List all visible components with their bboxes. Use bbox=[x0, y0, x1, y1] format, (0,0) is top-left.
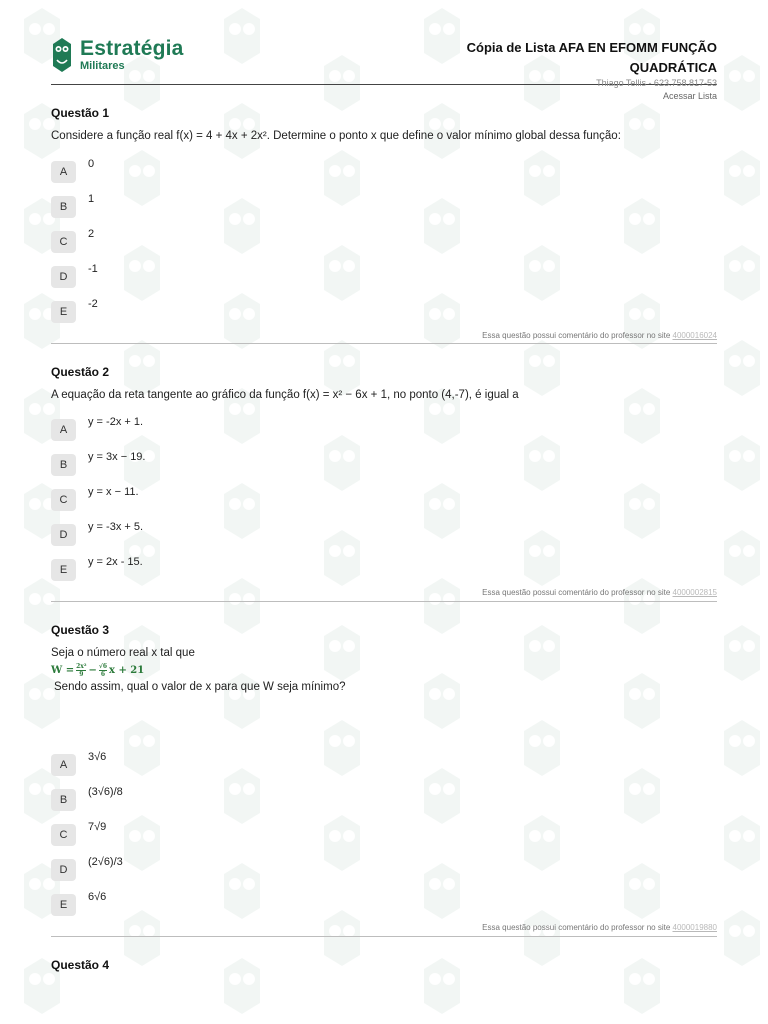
watermark-owl-icon bbox=[720, 717, 764, 779]
option-text: 3√6 bbox=[88, 751, 107, 763]
fraction-denominator: 6 bbox=[100, 671, 106, 678]
option-letter[interactable]: E bbox=[51, 894, 76, 916]
option-a[interactable] bbox=[51, 751, 107, 776]
option-text: 7√9 bbox=[88, 821, 107, 833]
question-divider bbox=[51, 343, 717, 344]
option-text: y = -3x + 5. bbox=[88, 521, 144, 533]
option-text: (2√6)/3 bbox=[88, 856, 123, 868]
question-divider bbox=[51, 601, 717, 602]
watermark-owl-icon bbox=[220, 860, 264, 922]
option-letter[interactable]: A bbox=[51, 419, 76, 441]
watermark-owl-icon bbox=[720, 622, 764, 684]
option-e[interactable] bbox=[51, 298, 98, 323]
formula-rest: x + 21 bbox=[109, 665, 145, 676]
document-title-line-1: Cópia de Lista AFA EN EFOMM FUNÇÃO bbox=[466, 40, 717, 55]
logo-name: Estratégia bbox=[80, 36, 184, 60]
brand-logo bbox=[51, 36, 184, 74]
option-b[interactable] bbox=[51, 786, 123, 811]
option-text: -2 bbox=[88, 298, 98, 310]
watermark-owl-icon bbox=[120, 147, 164, 209]
question-title: Questão 3 bbox=[51, 623, 110, 637]
question-stem: A equação da reta tangente ao gráfico da função f(x) = x² − 6x + 1, no ponto (4,-7), é igual a bbox=[51, 389, 519, 401]
formula-fraction-2 bbox=[99, 663, 107, 678]
watermark-owl-icon bbox=[120, 242, 164, 304]
watermark-owl-icon bbox=[720, 147, 764, 209]
option-letter[interactable]: B bbox=[51, 789, 76, 811]
watermark-owl-icon bbox=[720, 432, 764, 494]
watermark-owl-icon bbox=[520, 242, 564, 304]
document-title bbox=[387, 38, 717, 78]
option-text: (3√6)/8 bbox=[88, 786, 123, 798]
formula-fraction-1 bbox=[76, 663, 86, 678]
option-a[interactable] bbox=[51, 416, 144, 441]
option-a[interactable] bbox=[51, 158, 95, 183]
option-letter[interactable]: A bbox=[51, 754, 76, 776]
option-b[interactable] bbox=[51, 193, 95, 218]
watermark-owl-icon bbox=[520, 147, 564, 209]
watermark-owl-icon bbox=[720, 242, 764, 304]
watermark-owl-icon bbox=[320, 242, 364, 304]
option-text: y = 3x − 19. bbox=[88, 451, 146, 463]
document-header bbox=[51, 34, 717, 104]
watermark-owl-icon bbox=[420, 860, 464, 922]
watermark-owl-icon bbox=[720, 527, 764, 589]
option-letter[interactable]: D bbox=[51, 524, 76, 546]
watermark-owl-icon bbox=[320, 812, 364, 874]
watermark-owl-icon bbox=[320, 432, 364, 494]
formula-lhs: W = bbox=[51, 665, 75, 676]
option-e[interactable] bbox=[51, 556, 143, 581]
professor-comment-note bbox=[482, 331, 717, 340]
logo-subtitle: Militares bbox=[80, 59, 125, 72]
option-text: y = 2x - 15. bbox=[88, 556, 143, 568]
option-d[interactable] bbox=[51, 263, 98, 288]
owner-info: Thiago Tellis - 623.758.817-53 bbox=[596, 78, 717, 88]
option-text: y = -2x + 1. bbox=[88, 416, 144, 428]
option-d[interactable] bbox=[51, 521, 144, 546]
watermark-owl-icon bbox=[620, 480, 664, 542]
question-stem: Seja o número real x tal que bbox=[51, 647, 195, 659]
option-letter[interactable]: B bbox=[51, 196, 76, 218]
owl-logo-icon bbox=[51, 36, 73, 74]
watermark-owl-icon bbox=[620, 765, 664, 827]
option-text: 6√6 bbox=[88, 891, 107, 903]
option-b[interactable] bbox=[51, 451, 146, 476]
watermark-owl-icon bbox=[220, 765, 264, 827]
document-title-line-2: QUADRÁTICA bbox=[629, 60, 717, 75]
watermark-owl-icon bbox=[720, 337, 764, 399]
question-stem-continued: Sendo assim, qual o valor de x para que W seja mínimo? bbox=[54, 681, 346, 693]
option-letter[interactable]: B bbox=[51, 454, 76, 476]
option-c[interactable] bbox=[51, 821, 107, 846]
question-4 bbox=[51, 958, 717, 972]
option-text: 1 bbox=[88, 193, 95, 205]
option-letter[interactable]: E bbox=[51, 559, 76, 581]
option-text: 0 bbox=[88, 158, 95, 170]
option-c[interactable] bbox=[51, 228, 95, 253]
question-3 bbox=[51, 623, 717, 932]
watermark-owl-icon bbox=[620, 195, 664, 257]
option-letter[interactable]: D bbox=[51, 859, 76, 881]
fraction-numerator: √6 bbox=[98, 663, 107, 670]
watermark-owl-icon bbox=[420, 765, 464, 827]
watermark-owl-icon bbox=[120, 432, 164, 494]
comment-note-text: Essa questão possui comentário do professor no site bbox=[482, 588, 671, 597]
fraction-numerator: 2x² bbox=[76, 663, 87, 670]
watermark-owl-icon bbox=[520, 812, 564, 874]
option-letter[interactable]: D bbox=[51, 266, 76, 288]
question-code-link[interactable]: 4000016024 bbox=[672, 331, 717, 340]
question-title: Questão 2 bbox=[51, 365, 110, 379]
watermark-owl-icon bbox=[720, 812, 764, 874]
comment-note-text: Essa questão possui comentário do professor no site bbox=[482, 331, 671, 340]
option-c[interactable] bbox=[51, 486, 139, 511]
watermark-owl-icon bbox=[320, 527, 364, 589]
option-text: -1 bbox=[88, 263, 98, 275]
option-d[interactable] bbox=[51, 856, 123, 881]
question-1 bbox=[51, 106, 717, 340]
question-code-link[interactable]: 4000019880 bbox=[672, 923, 717, 932]
option-e[interactable] bbox=[51, 891, 107, 916]
comment-note-text: Essa questão possui comentário do professor no site bbox=[482, 923, 671, 932]
watermark-owl-icon bbox=[220, 480, 264, 542]
question-title: Questão 4 bbox=[51, 958, 110, 972]
option-letter[interactable]: C bbox=[51, 824, 76, 846]
watermark-owl-icon bbox=[420, 480, 464, 542]
option-letter[interactable]: A bbox=[51, 161, 76, 183]
watermark-owl-icon bbox=[420, 195, 464, 257]
watermark-owl-icon bbox=[520, 432, 564, 494]
option-letter[interactable]: E bbox=[51, 301, 76, 323]
question-stem: Considere a função real f(x) = 4 + 4x + 2x². Determine o ponto x que define o valor mínimo global dessa função: bbox=[51, 130, 621, 142]
watermark-owl-icon bbox=[120, 717, 164, 779]
watermark-owl-icon bbox=[320, 717, 364, 779]
question-divider bbox=[51, 936, 717, 937]
option-text: y = x − 11. bbox=[88, 486, 139, 498]
formula-image bbox=[51, 663, 717, 678]
formula-minus: − bbox=[88, 665, 97, 676]
question-2 bbox=[51, 365, 717, 597]
professor-comment-note bbox=[482, 923, 717, 932]
watermark-owl-icon bbox=[620, 860, 664, 922]
access-list-link[interactable]: Acessar Lista bbox=[662, 91, 717, 101]
professor-comment-note bbox=[482, 588, 717, 597]
watermark-owl-icon bbox=[120, 812, 164, 874]
fraction-denominator: 9 bbox=[79, 671, 84, 678]
watermark-owl-icon bbox=[720, 52, 764, 114]
option-text: 2 bbox=[88, 228, 95, 240]
option-letter[interactable]: C bbox=[51, 489, 76, 511]
question-code-link[interactable]: 4000002815 bbox=[672, 588, 717, 597]
watermark-owl-icon bbox=[720, 907, 764, 969]
watermark-owl-icon bbox=[520, 717, 564, 779]
watermark-owl-icon bbox=[320, 147, 364, 209]
watermark-owl-icon bbox=[220, 195, 264, 257]
option-letter[interactable]: C bbox=[51, 231, 76, 253]
question-title: Questão 1 bbox=[51, 106, 110, 120]
watermark-owl-icon bbox=[520, 527, 564, 589]
